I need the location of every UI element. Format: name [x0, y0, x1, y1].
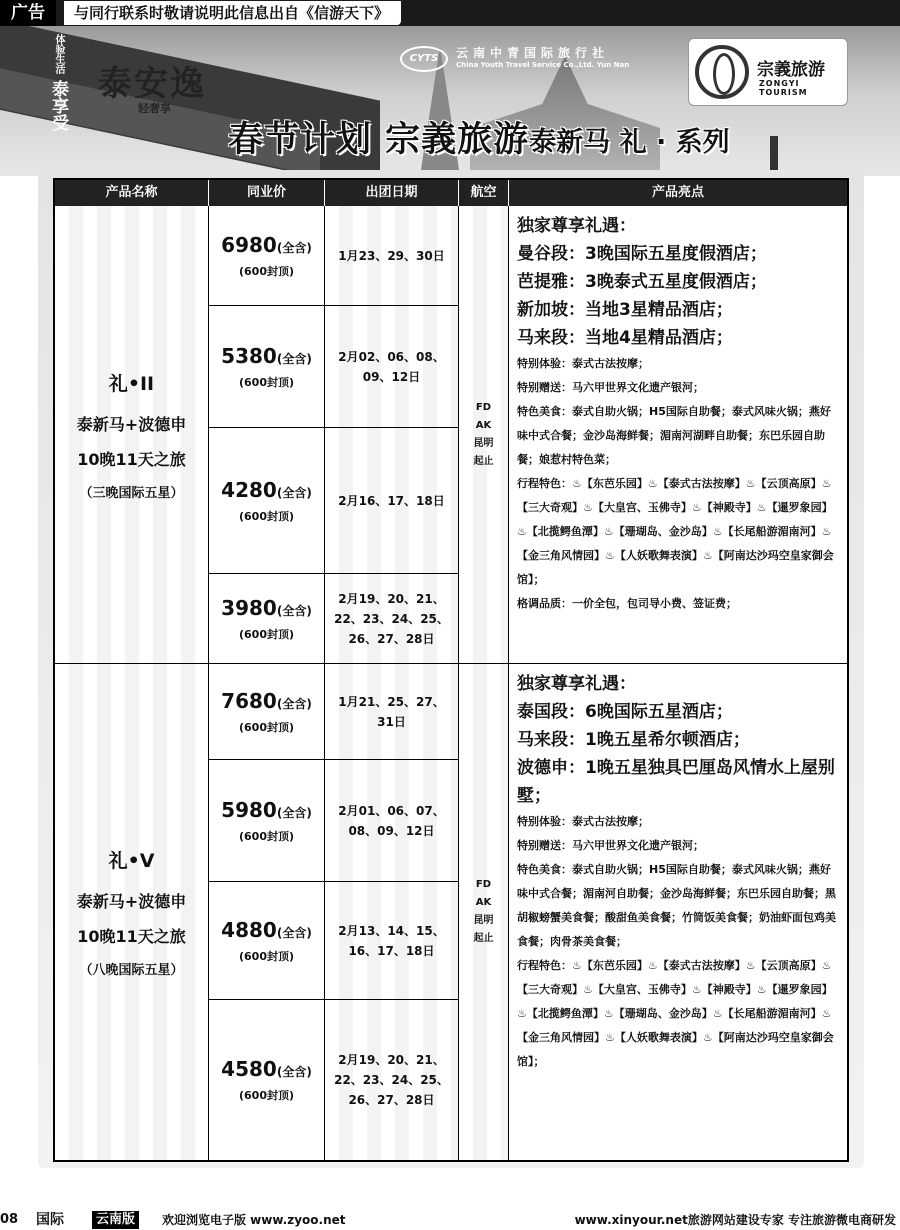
product-route: 泰新马+波德申: [76, 892, 187, 911]
col-header-airline: 航空: [459, 180, 509, 206]
col-header-product: 产品名称: [55, 180, 209, 206]
top-bar: [0, 0, 900, 26]
price-value: [221, 344, 312, 368]
departure-dates: 2月19、20、21、22、23、24、25、26、27、28日: [334, 1053, 449, 1107]
price-number: 6980: [221, 232, 277, 257]
dates-cell: [325, 206, 459, 306]
departure-dates: 1月23、29、30日: [338, 248, 445, 263]
price-cap: (600封顶): [238, 375, 295, 389]
airline-city: 昆明: [473, 437, 494, 449]
product-code: 礼•V: [108, 850, 155, 872]
price-number: 4580: [221, 1057, 277, 1081]
airline-cell: [459, 206, 509, 664]
price-cell: [209, 1000, 325, 1160]
dates-cell: [325, 306, 459, 428]
price-cell: [209, 206, 325, 306]
highlight-line: 独家尊享礼遇：: [517, 674, 636, 694]
title-main: 春节计划 宗義旅游: [228, 120, 530, 160]
price-number: 4880: [221, 917, 277, 942]
price-cell: [209, 882, 325, 1000]
zongyi-logo: [688, 38, 848, 106]
highlight-detail: 行程特色：♨【东芭乐园】♨【泰式古法按摩】♨【云顶高原】♨【三大奇观】♨【大皇宫、玉佛寺】♨【神殿寺】♨【暹罗象园】♨【北揽鳄鱼潭】♨【珊瑚岛、金沙岛】♨【长尾船游湄南河】♨【金三角风情园】♨【人妖歌舞表演】♨【阿南达沙玛空皇家御会馆】；: [517, 959, 834, 1068]
price-number: 5380: [221, 343, 277, 368]
airline-note: 起止: [473, 933, 494, 944]
highlights-cell: [509, 206, 847, 664]
product-note: （八晚国际五星）: [79, 963, 184, 978]
departure-dates: 2月13、14、15、16、17、18日: [338, 923, 445, 958]
highlight-line: 新加坡：当地3星精品酒店；: [517, 300, 733, 320]
product-note: （三晚国际五星）: [79, 485, 184, 501]
edition-badge: 云南版: [92, 1211, 139, 1229]
price-cap: (600封顶): [238, 509, 295, 523]
price-cap: (600封顶): [238, 949, 295, 963]
highlight-line: 泰国段：6晚国际五星酒店；: [517, 702, 733, 722]
airline-code: FD: [475, 401, 492, 413]
departure-dates: 2月19、20、21、22、23、24、25、26、27、28日: [334, 591, 449, 646]
price-value: [221, 1057, 312, 1081]
product-duration: 10晚11天之旅: [77, 449, 186, 469]
airline-cell: [459, 664, 509, 1160]
highlight-detail: 特色美食：泰式自助火锅；H5国际自助餐；泰式风味火锅；燕好味中式合餐；金沙岛海鲜餐；湄南河湖畔自助餐；东巴乐园自助餐；娘惹村特色菜；: [517, 405, 831, 466]
price-inclusive: (全含): [276, 485, 312, 500]
side-slogan: [28, 34, 68, 131]
product-duration: 10晚11天之旅: [77, 927, 186, 946]
agency-brand: [400, 44, 670, 80]
product-name-cell: [55, 206, 209, 664]
product-route: 泰新马+波德申: [76, 414, 187, 434]
highlight-line: 波德申：1晚五星独具巴厘岛风情水上屋别墅；: [517, 758, 835, 806]
price-cell: [209, 306, 325, 428]
price-cap: (600封顶): [238, 264, 295, 278]
price-cap: (600封顶): [238, 829, 295, 843]
price-value: [221, 478, 312, 502]
highlight-line: 曼谷段：3晚国际五星度假酒店；: [517, 244, 767, 264]
highlight-detail: 特别赠送：马六甲世界文化遗产银河；: [517, 381, 704, 394]
airline-note: 起止: [473, 455, 494, 467]
price-cap: (600封顶): [238, 1089, 295, 1102]
price-cap: (600封顶): [238, 627, 295, 641]
agency-name-cn: 云南中青国际旅行社: [456, 46, 610, 60]
price-number: 7680: [221, 688, 277, 713]
highlight-detail: 格调品质：一价全包，包司导小费、签证费；: [517, 597, 737, 610]
dates-cell: [325, 760, 459, 882]
dates-cell: [325, 664, 459, 760]
price-inclusive: (全含): [276, 925, 312, 940]
airline-code: FD: [475, 879, 492, 890]
price-value: [221, 918, 312, 942]
highlight-line: 芭提雅：3晚泰式五星度假酒店；: [517, 272, 767, 292]
side-slogan-small: 体验生活: [53, 34, 64, 74]
col-header-highlights: 产品亮点: [509, 180, 847, 206]
price-inclusive: (全含): [276, 696, 312, 711]
browse-link[interactable]: 欢迎浏览电子版 www.zyoo.net: [162, 1213, 346, 1227]
price-value: [221, 233, 312, 257]
highlight-detail: 特别体验：泰式古法按摩；: [517, 357, 649, 370]
globe-footprint-icon: [695, 45, 749, 99]
price-inclusive: (全含): [276, 240, 312, 255]
price-cell: [209, 664, 325, 760]
page-footer: [0, 1210, 900, 1230]
product-table: [53, 178, 849, 1162]
footer-advert[interactable]: www.xinyour.net旅游网站建设专家 专注旅游微电商研发: [574, 1213, 896, 1227]
price-number: 4280: [221, 477, 277, 502]
price-inclusive: (全含): [276, 351, 312, 366]
dates-cell: [325, 428, 459, 574]
price-value: [221, 596, 312, 620]
departure-dates: 2月01、06、07、08、09、12日: [338, 803, 445, 838]
airline-code: AK: [475, 897, 492, 908]
dates-cell: [325, 882, 459, 1000]
price-inclusive: (全含): [276, 1065, 312, 1079]
sub-brand-tagline: 轻奢享: [138, 102, 171, 115]
price-value: [221, 798, 312, 822]
highlight-detail: 特别体验：泰式古法按摩；: [517, 815, 649, 828]
price-cell: [209, 428, 325, 574]
product-name-cell: [55, 664, 209, 1160]
sub-brand-logo: 泰安逸: [98, 64, 206, 104]
highlight-detail: 特色美食：泰式自助火锅；H5国际自助餐；泰式风味火锅；燕好味中式合餐；湄南河自助餐；金沙岛海鲜餐；东巴乐园自助餐；黑胡椒螃蟹美食餐；酸甜鱼美食餐；竹筒饭美食餐；奶油虾面包鸡美食餐；肉骨茶美食餐；: [517, 863, 836, 948]
zongyi-name-en: ZONGYI TOURISM: [759, 79, 808, 97]
highlights-cell: [509, 664, 847, 1160]
price-cell: [209, 574, 325, 664]
price-inclusive: (全含): [276, 603, 312, 618]
agency-name-en: China Youth Travel Service Co.,Ltd. Yun Nan: [456, 61, 630, 69]
page-title: [228, 112, 730, 162]
departure-dates: 2月16、17、18日: [338, 493, 445, 508]
price-number: 5980: [221, 797, 277, 822]
highlight-line: 独家尊享礼遇：: [517, 216, 636, 236]
departure-dates: 2月02、06、08、09、12日: [338, 349, 445, 384]
highlight-detail: 特别赠送：马六甲世界文化遗产银河；: [517, 839, 704, 852]
price-number: 3980: [221, 595, 277, 620]
col-header-price: 同业价: [209, 180, 325, 206]
price-value: [221, 689, 312, 713]
section-label: 国际: [36, 1212, 64, 1228]
cyts-logo: CYTS: [400, 46, 448, 72]
departure-dates: 1月21、25、27、31日: [338, 694, 445, 729]
airline-city: 昆明: [473, 915, 494, 926]
zongyi-name-cn: 宗義旅游: [757, 60, 825, 80]
price-inclusive: (全含): [276, 805, 312, 820]
price-cap: (600封顶): [238, 720, 295, 734]
price-cell: [209, 760, 325, 882]
ad-label: 广告: [0, 0, 56, 26]
dates-cell: [325, 574, 459, 664]
highlight-detail: 行程特色：♨【东芭乐园】♨【泰式古法按摩】♨【云顶高原】♨【三大奇观】♨【大皇宫、玉佛寺】♨【神殿寺】♨【暹罗象园】♨【北揽鳄鱼潭】♨【珊瑚岛、金沙岛】♨【长尾船游湄南河】♨【金三角风情园】♨【人妖歌舞表演】♨【阿南达沙玛空皇家御会馆】；: [517, 477, 834, 586]
side-slogan-text: 泰享受: [48, 79, 68, 131]
highlight-line: 马来段：当地4星精品酒店；: [517, 328, 733, 348]
dates-cell: [325, 1000, 459, 1160]
page-number: 08: [0, 1212, 19, 1227]
source-notice: 与同行联系时敬请说明此信息出自《信游天下》: [64, 1, 401, 25]
title-series: 泰新马 礼 · 系列: [529, 127, 730, 158]
highlight-line: 马来段：1晚五星希尔顿酒店；: [517, 730, 750, 750]
col-header-dates: 出团日期: [325, 180, 459, 206]
product-code: 礼•II: [108, 372, 155, 395]
airline-code: AK: [475, 419, 492, 431]
